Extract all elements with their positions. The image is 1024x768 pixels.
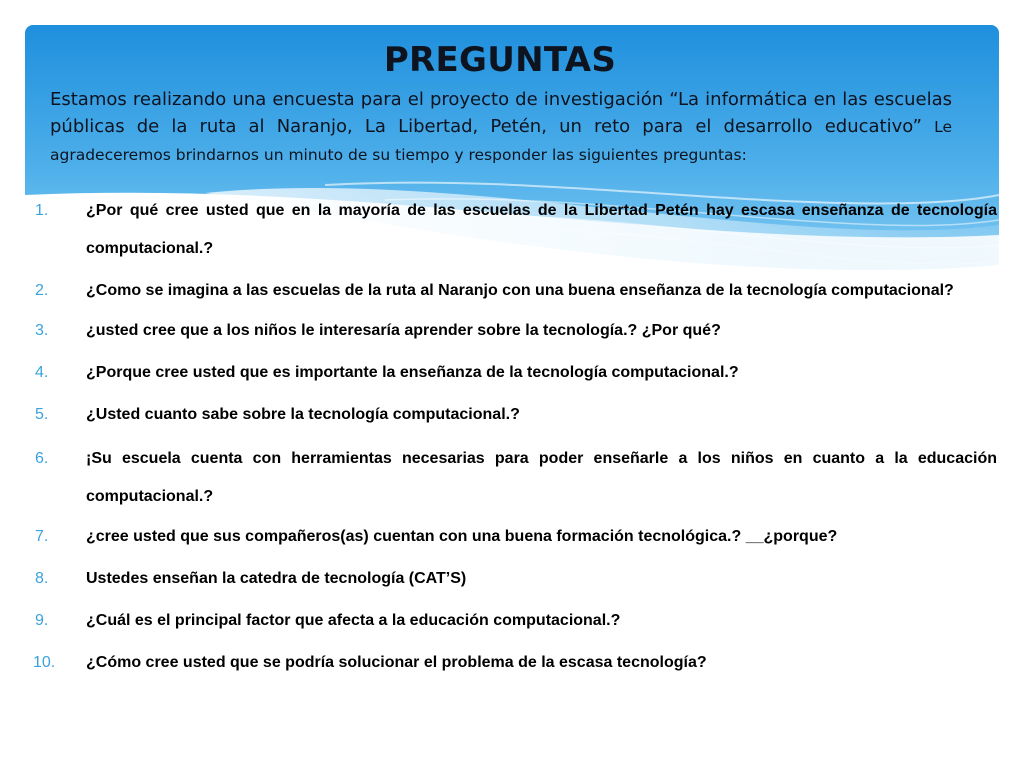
question-text: ¿usted cree que a los niños le interesaría aprender sobre la tecnología.? ¿Por qué? [86,322,721,339]
question-text: Ustedes enseñan la catedra de tecnología (CAT’S) [86,570,467,587]
question-text: ¿Como se imagina a las escuelas de la ruta al Naranjo con una buena enseñanza de la tecnología computacional? [86,282,954,299]
question-number: 7. [35,528,49,545]
question-text: ¿Usted cuanto sabe sobre la tecnología computacional.? [86,406,520,423]
question-item-9 [0,604,1024,638]
question-number: 3. [35,322,49,339]
question-text: ¿Por qué cree usted que en la mayoría de las escuelas de la Libertad Petén hay escasa enseñanza de tecnología computacional.? [86,202,997,257]
question-item-8 [0,562,1024,596]
question-number: 10. [33,654,56,671]
question-number: 4. [35,364,49,381]
intro-main-text: Estamos realizando una encuesta para el proyecto de investigación “La informática en las escuelas públicas de la ruta al Naranjo, La Libertad, Petén, un reto para el desarrollo educativo” [50,89,952,137]
question-number: 6. [35,450,49,467]
question-text: ¿Porque cree usted que es importante la enseñanza de la tecnología computacional.? [86,364,739,381]
slide-title: PREGUNTAS [383,40,617,80]
intro-paragraph [50,86,952,169]
question-item-3 [0,314,1024,348]
question-item-4 [0,356,1024,390]
intro-tail-text: Le agradeceremos brindarnos un minuto de su tiempo y responder las siguientes preguntas: [50,118,952,164]
question-number: 2. [35,282,49,299]
question-text: ¿cree usted que sus compañeros(as) cuentan con una buena formación tecnológica.? __¿porque? [86,528,838,545]
question-item-1 [0,192,1024,268]
question-item-10 [0,646,1024,680]
question-item-5 [0,398,1024,432]
question-item-6 [0,440,1024,516]
question-text: ¿Cuál es el principal factor que afecta a la educación computacional.? [86,612,621,629]
question-number: 5. [35,406,49,423]
question-item-2 [0,272,1024,310]
questions-list [0,192,1024,688]
question-number: 8. [35,570,49,587]
question-number: 9. [35,612,49,629]
question-item-7 [0,520,1024,554]
question-text: ¡Su escuela cuenta con herramientas necesarias para poder enseñarle a los niños en cuanto a la educación computacional.? [86,450,997,505]
question-number: 1. [35,202,49,219]
question-text: ¿Cómo cree usted que se podría solucionar el problema de la escasa tecnología? [86,654,707,671]
